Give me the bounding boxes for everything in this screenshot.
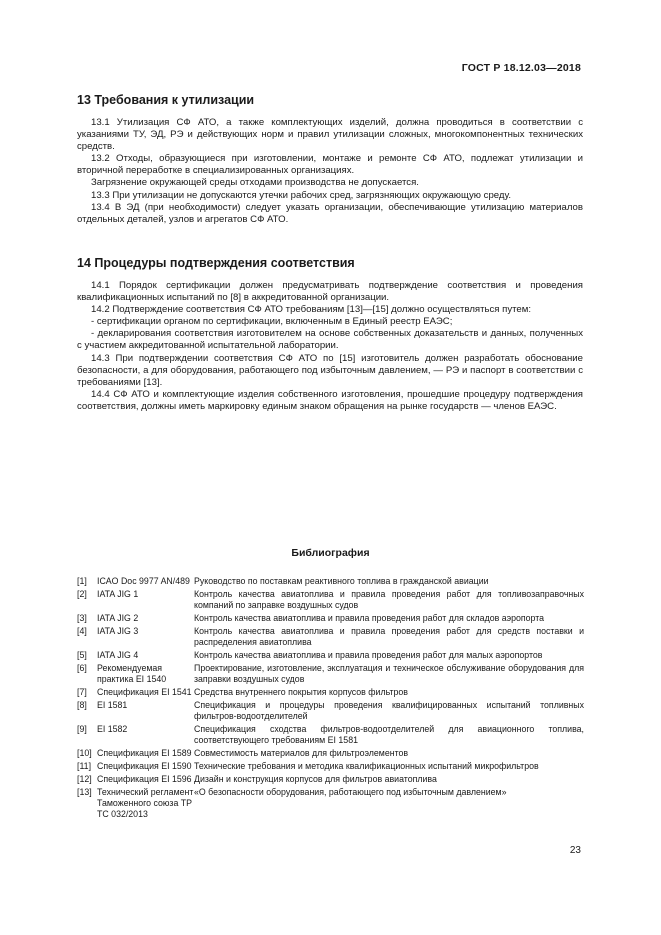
bibliography-entry	[77, 613, 584, 624]
paragraph-13-2-note: Загрязнение окружающей среды отходами производства не допускается.	[91, 177, 419, 189]
bibliography-entry	[77, 700, 584, 722]
entry-number: [2]	[77, 589, 87, 599]
entry-source: Спецификация EI 1541	[97, 687, 192, 697]
bibliography-entry	[77, 589, 584, 611]
section-13	[77, 93, 583, 226]
bibliography-list	[77, 576, 584, 822]
entry-source: IATA JIG 4	[97, 650, 139, 660]
entry-source: Спецификация EI 1589	[97, 748, 192, 758]
paragraph-13-2: 13.2 Отходы, образующиеся при изготовлении, монтаже и ремонте СФ АТО, подлежат утилизации и вторичной переработке в специализированных организациях.	[77, 153, 583, 177]
entry-title: Контроль качества авиатоплива и правила проведения работ для малых аэропортов	[194, 650, 543, 660]
document-code: ГОСТ Р 18.12.03—2018	[461, 62, 581, 74]
entry-title: Совместимость материалов для фильтроэлементов	[194, 748, 409, 758]
entry-title: Спецификация и процедуры проведения квалифицированных испытаний топливных фильтров-водоотделителей	[194, 700, 584, 721]
entry-title: Контроль качества авиатоплива и правила проведения работ для складов аэропорта	[194, 613, 545, 623]
paragraph-13-1: 13.1 Утилизация СФ АТО, а также комплектующих изделий, должна проводиться в соответствии с указаниями ТУ, ЭД, РЭ и действующих норм и правил утилизации сложных, многокомпонентных технических средств.	[77, 117, 583, 153]
list-item: - декларирования соответствия изготовителем на основе собственных доказательств и данных, полученных с участием аккредитованной испытательной лаборатории.	[77, 328, 583, 352]
entry-number: [9]	[77, 724, 87, 734]
bibliography-entry	[77, 774, 584, 785]
entry-number: [8]	[77, 700, 87, 710]
bibliography-entry	[77, 576, 584, 587]
bibliography-entry	[77, 761, 584, 772]
paragraph-13-3: 13.3 При утилизации не допускаются утечки рабочих сред, загрязняющих окружающую среду.	[91, 189, 512, 201]
entry-number: [13]	[77, 787, 92, 797]
entry-title: Технические требования и методика квалификационных испытаний микрофильтров	[194, 761, 539, 771]
bibliography-entry	[77, 724, 584, 746]
list-item: - сертификации органом по сертификации, включенным в Единый реестр ЕАЭС;	[91, 316, 453, 328]
entry-source: EI 1581	[97, 700, 128, 710]
entry-number: [6]	[77, 663, 87, 673]
entry-title: Контроль качества авиатоплива и правила проведения работ для топливозаправочных компаний по заправке воздушных судов	[194, 589, 584, 610]
section-14	[77, 256, 583, 413]
entry-number: [7]	[77, 687, 87, 697]
section-14-title: 14 Процедуры подтверждения соответствия	[77, 256, 355, 270]
paragraph-14-3: 14.3 При подтверждении соответствия СФ АТО по [15] изготовитель должен разработать обоснование безопасности, а для оборудования, работающего под избыточным давлением, — РЭ и паспорт в соответствии с требованиями [13].	[77, 352, 583, 388]
section-13-title: 13 Требования к утилизации	[77, 93, 255, 107]
entry-title: Спецификация сходства фильтров-водоотделителей для авиационного топлива, соответствующего требованиям EI 1581	[194, 724, 584, 745]
entry-source: Технический регламент Таможенного союза ТР ТС 032/2013	[97, 787, 194, 819]
entry-source: IATA JIG 1	[97, 589, 139, 599]
bibliography-entry	[77, 663, 584, 685]
bibliography-entry	[77, 687, 584, 698]
bibliography-entry	[77, 626, 584, 648]
entry-source: IATA JIG 2	[97, 613, 139, 623]
entry-source: Спецификация EI 1596	[97, 774, 192, 784]
bibliography-entry	[77, 787, 584, 820]
entry-title: Руководство по поставкам реактивного топлива в гражданской авиации	[194, 576, 489, 586]
bibliography-entry	[77, 748, 584, 759]
entry-number: [5]	[77, 650, 87, 660]
entry-title: Дизайн и конструкция корпусов для фильтров авиатоплива	[194, 774, 437, 784]
entry-title: Проектирование, изготовление, эксплуатация и техническое обслуживание оборудования для заправки воздушных судов	[194, 663, 584, 684]
paragraph-14-4: 14.4 СФ АТО и комплектующие изделия собственного изготовления, прошедшие процедуру подтверждения соответствия, должны иметь маркировку единым знаком обращения на рынке государств — членов ЕАЭС.	[77, 388, 583, 412]
entry-source: ICAO Doc 9977 AN/489	[97, 576, 190, 586]
page-number: 23	[569, 845, 581, 856]
paragraph-14-2: 14.2 Подтверждение соответствия СФ АТО требованиям [13]—[15] должно осуществляться путем:	[91, 304, 532, 316]
bibliography-title: Библиография	[291, 547, 370, 559]
entry-source: Рекомендуемая практика EI 1540	[97, 663, 167, 684]
entry-title: Контроль качества авиатоплива и правила проведения работ для средств поставки и распределения авиатоплива	[194, 626, 584, 647]
paragraph-14-1: 14.1 Порядок сертификации должен предусматривать подтверждение соответствия и проведения квалификационных испытаний по [8] в аккредитованной организации.	[77, 280, 583, 304]
entry-number: [12]	[77, 774, 92, 784]
entry-number: [1]	[77, 576, 87, 586]
bibliography-entry	[77, 650, 584, 661]
entry-source: Спецификация EI 1590	[97, 761, 192, 771]
entry-number: [3]	[77, 613, 87, 623]
entry-title: «О безопасности оборудования, работающего под избыточным давлением»	[194, 787, 507, 797]
entry-source: EI 1582	[97, 724, 128, 734]
paragraph-13-4: 13.4 В ЭД (при необходимости) следует указать организации, обеспечивающие утилизацию материалов отдельных деталей, узлов и агрегатов СФ АТО.	[77, 201, 583, 225]
entry-number: [10]	[77, 748, 92, 758]
entry-source: IATA JIG 3	[97, 626, 139, 636]
entry-number: [4]	[77, 626, 87, 636]
entry-title: Средства внутреннего покрытия корпусов фильтров	[194, 687, 408, 697]
entry-number: [11]	[77, 761, 92, 771]
